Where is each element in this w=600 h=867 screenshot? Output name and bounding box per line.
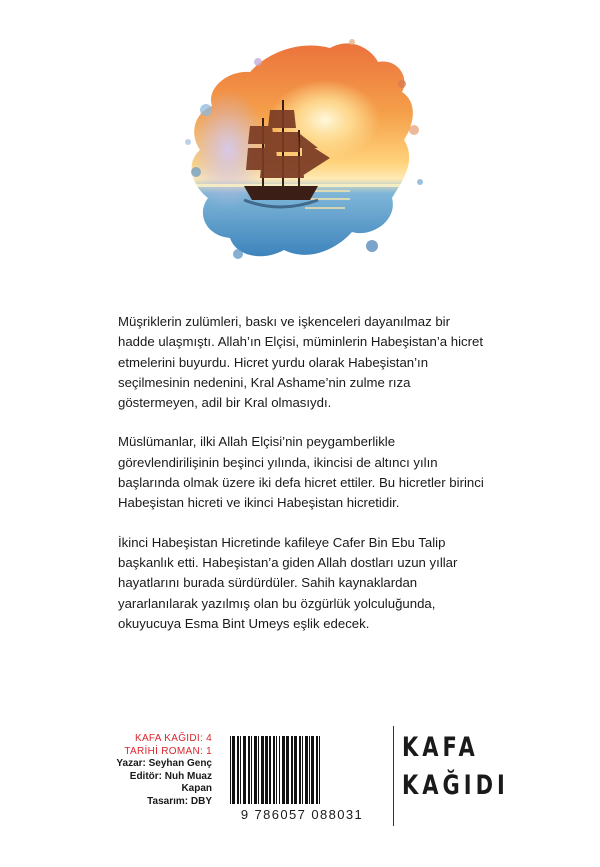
ship-sunset-illustration [0, 0, 600, 290]
design-credit: Tasarım: DBY [147, 795, 212, 807]
blurb-paragraph-1: Müşriklerin zulümleri, baskı ve işkenceleri dayanılmaz bir hadde ulaşmıştı. Allah’ın Elçisi, müminlerin Habeşistan’a hicret etmelerini buyurdu. Hicret yurdu olarak Habeşistan’ın seçilmesinin nedenini, Kral Ashame’nin zulme rıza göstermeyen, adil bir Kral olmasıydı. [118, 314, 484, 411]
logo-line-1: KAFA [402, 732, 479, 762]
credits-block [108, 733, 212, 808]
series-label: KAFA KAĞIDI: 4 [134, 733, 212, 744]
publisher-logo [402, 728, 509, 828]
subseries-label: TARİHİ ROMAN: 1 [124, 745, 212, 757]
isbn-number: 9 786057 088031 [240, 807, 364, 822]
logo-line-2: KAĞIDI [402, 770, 509, 800]
isbn-barcode [222, 728, 382, 824]
vertical-divider [393, 726, 394, 826]
blurb-paragraph-3: İkinci Habeşistan Hicretinde kafileye Cafer Bin Ebu Talip başkanlık etti. Habeşistan’a giden Allah dostları uzun yıllar hayatlarını burada sürdürdüler. Sahih kaynaklardan yararlanılarak yazılmış olan bu özgürlük yolculuğunda, okuyucuya Esma Bint Umeys eşlik edecek. [118, 534, 458, 631]
back-cover-blurb [118, 312, 490, 653]
author-credit: Yazar: Seyhan Genç [116, 758, 212, 769]
barcode-bars [228, 736, 376, 804]
editor-credit: Editör: Nuh Muaz Kapan [129, 770, 212, 794]
blurb-paragraph-2: Müslümanlar, ilki Allah Elçisi’nin peygamberlikle görevlendirilişinin beşinci yılında, ikincisi de altıncı yılın başlarında olmak üzere iki defa hicret ettiler. Bu hicretler birinci Habeşistan hicreti ve ikinci Habeşistan hicretidir. [118, 434, 484, 511]
